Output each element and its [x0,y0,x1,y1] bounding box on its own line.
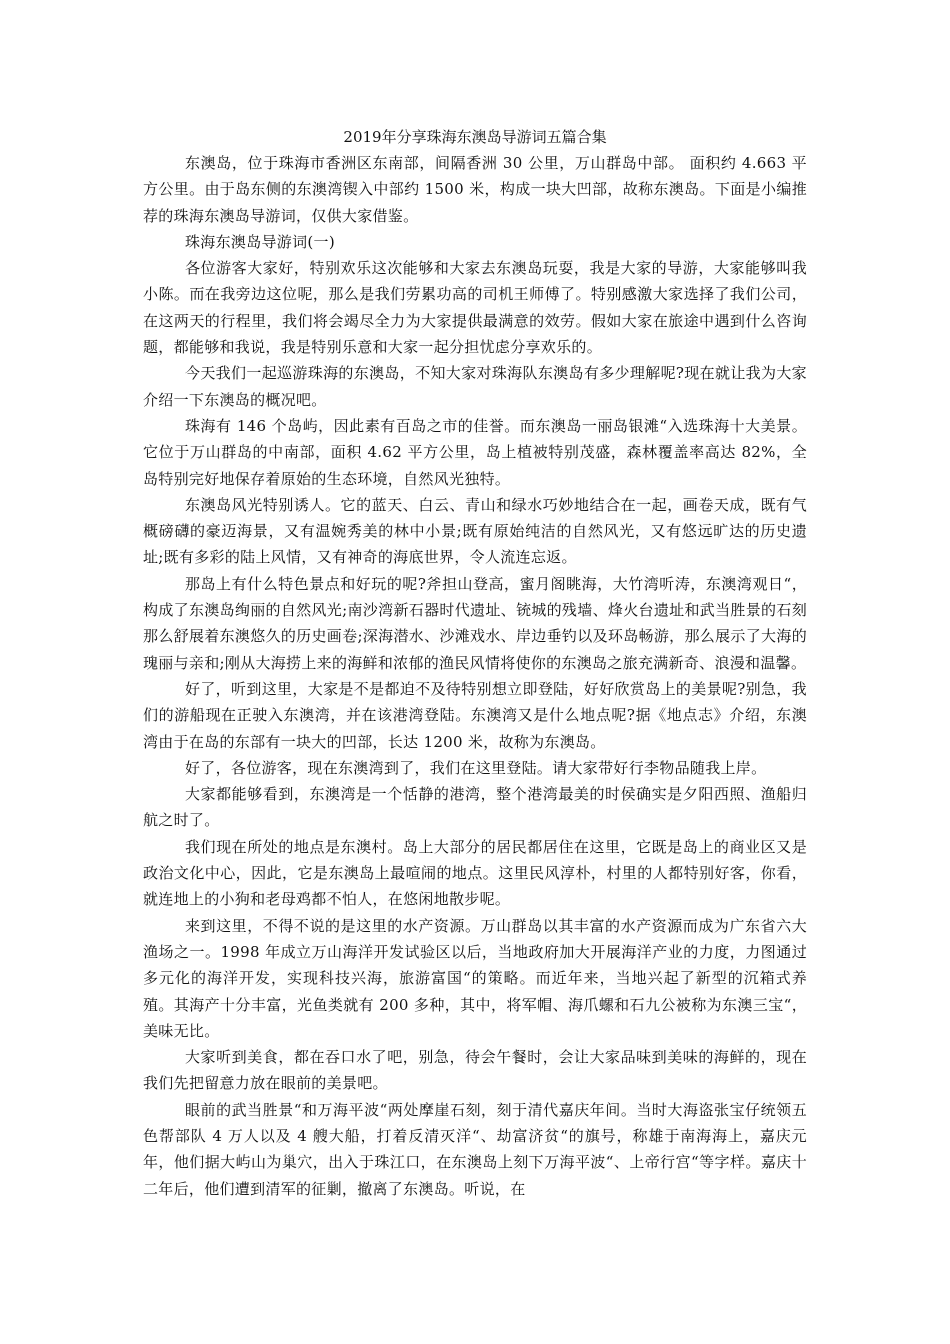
section-heading: 珠海东澳岛导游词(一) [185,232,336,251]
paragraph: 眼前的武当胜景“和万海平波“两处摩崖石刻，刻于清代嘉庆年间。当时大海盗张宝仔统领五色帮部队 4 万人以及 4 艘大船，打着反清灭洋“、劫富济贫“的旗号，称雄于南海海上，嘉庆元年，他们据大屿山为巢穴，出入于珠江口，在东澳岛上刻下万海平波“、上帝行宫“等字样。嘉庆十二年后，他们遭到清军的征剿，撤离了东澳岛。听说，在 [143,1100,807,1198]
paragraph: 那岛上有什么特色景点和好玩的呢?斧担山登高，蜜月阁眺海，大竹湾听涛，东澳湾观日“，构成了东澳岛绚丽的自然风光;南沙湾新石器时代遗址、铳城的残墙、烽火台遗址和武当胜景的石刻那么舒展着东澳悠久的历史画卷;深海潜水、沙滩戏水、岸边垂钓以及环岛畅游，那么展示了大海的瑰丽与亲和;刚从大海捞上来的海鲜和浓郁的渔民风情将使你的东澳岛之旅充满新奇、浪漫和温馨。 [143,574,807,672]
paragraph: 来到这里，不得不说的是这里的水产资源。万山群岛以其丰富的水产资源而成为广东省六大渔场之一。1998 年成立万山海洋开发试验区以后，当地政府加大开展海洋产业的力度，力图通过多元化的海洋开发，实现科技兴海，旅游富国“的策略。而近年来，当地兴起了新型的沉箱式养殖。其海产十分丰富，光鱼类就有 200 多种，其中，将军帽、海爪螺和石九公被称为东澳三宝“，美味无比。 [143,916,807,1040]
paragraph: 我们现在所处的地点是东澳村。岛上大部分的居民都居住在这里，它既是岛上的商业区又是政治文化中心，因此，它是东澳岛上最喧闹的地点。这里民风淳朴，村里的人都特别好客，你看，就连地上的小狗和老母鸡都不怕人，在悠闲地散步呢。 [143,837,807,909]
paragraph-intro: 东澳岛，位于珠海市香洲区东南部，间隔香洲 30 公里，万山群岛中部。 面积约 4.663 平方公里。由于岛东侧的东澳湾锲入中部约 1500 米，构成一块大凹部，故称东澳岛。下面是小编推荐的珠海东澳岛导游词，仅供大家借鉴。 [143,154,807,225]
document-title: 2019年分享珠海东澳岛导游词五篇合集 [343,128,607,146]
paragraph: 东澳岛风光特别诱人。它的蓝天、白云、青山和绿水巧妙地结合在一起，画卷天成，既有气概磅礴的豪迈海景，又有温婉秀美的林中小景;既有原始纯洁的自然风光，又有悠远旷达的历史遗址;既有多彩的陆上风情，又有神奇的海底世界，令人流连忘返。 [143,495,807,567]
paragraph: 今天我们一起巡游珠海的东澳岛，不知大家对珠海队东澳岛有多少理解呢?现在就让我为大家介绍一下东澳岛的概况吧。 [143,364,807,409]
paragraph: 珠海有 146 个岛屿，因此素有百岛之市的佳誉。而东澳岛一丽岛银滩“入选珠海十大美景。它位于万山群岛的中南部，面积 4.62 平方公里，岛上植被特别茂盛，森林覆盖率高达 82%，全岛特别完好地保存着原始的生态环境，自然风光独特。 [143,416,807,488]
paragraph: 好了，听到这里，大家是不是都迫不及待特别想立即登陆，好好欣赏岛上的美景呢?别急，我们的游船现在正驶入东澳湾，并在该港湾登陆。东澳湾又是什么地点呢?据《地点志》介绍，东澳湾由于在岛的东部有一块大的凹部，长达 1200 米，故称为东澳岛。 [143,679,807,751]
paragraph: 好了，各位游客，现在东澳湾到了，我们在这里登陆。请大家带好行李物品随我上岸。 [185,758,767,777]
paragraph: 大家听到美食，都在吞口水了吧，别急，待会午餐时，会让大家品味到美味的海鲜的，现在我们先把留意力放在眼前的美景吧。 [143,1048,807,1093]
document-page [143,124,807,1202]
paragraph: 各位游客大家好，特别欢乐这次能够和大家去东澳岛玩耍，我是大家的导游，大家能够叫我小陈。而在我旁边这位呢，那么是我们劳累功高的司机王师傅了。特别感激大家选择了我们公司，在这两天的行程里，我们将会竭尽全力为大家提供最满意的效劳。假如大家在旅途中遇到什么咨询题，都能够和我说，我是特别乐意和大家一起分担忧虑分享欢乐的。 [143,259,807,357]
paragraph: 大家都能够看到，东澳湾是一个恬静的港湾，整个港湾最美的时侯确实是夕阳西照、渔船归航之时了。 [143,785,807,830]
